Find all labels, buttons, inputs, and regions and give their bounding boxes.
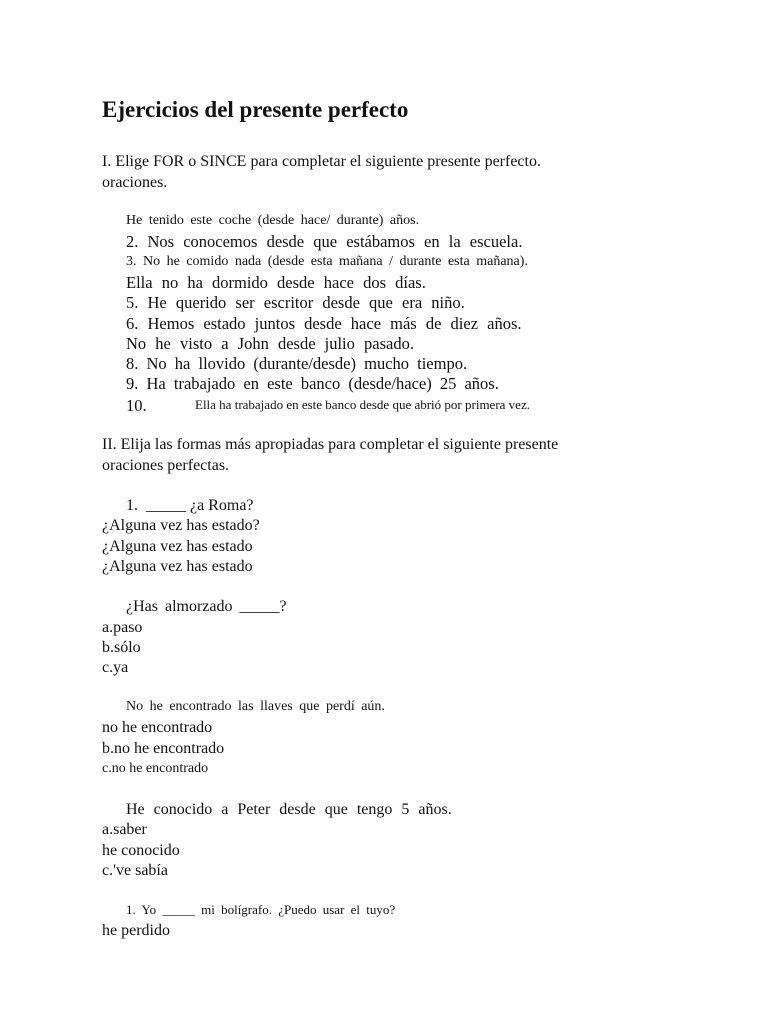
question-5: 1. Yo _____ mi bolígrafo. ¿Puedo usar el tuyo? [126, 902, 396, 917]
question-3-option: b.no he encontrado [102, 740, 225, 757]
section2-instruction-line2: oraciones perfectas. [102, 457, 230, 474]
question-1-option: ¿Alguna vez has estado [102, 558, 253, 575]
section2-instruction-line1: II. Elija las formas más apropiadas para completar el siguiente presente [102, 436, 559, 453]
page-title: Ejercicios del presente perfecto [102, 97, 409, 122]
section1-item-10-text: Ella ha trabajado en este banco desde que abrió por primera vez. [195, 397, 530, 412]
section1-item: 8. No ha llovido (durante/desde) mucho tiempo. [126, 354, 468, 373]
question-2-option: a.paso [102, 619, 143, 636]
question-3: No he encontrado las llaves que perdí aún. [126, 699, 385, 714]
section1-instruction-line1: I. Elige FOR o SINCE para completar el siguiente presente perfecto. [102, 153, 541, 170]
question-1-option: ¿Alguna vez has estado [102, 538, 253, 555]
question-4-option: c.'ve sabía [102, 862, 168, 879]
section1-instruction-line2: oraciones. [102, 174, 168, 191]
section1-item: No he visto a John desde julio pasado. [126, 334, 414, 353]
section1-item-10-number: 10. [126, 396, 147, 415]
question-1: 1. _____ ¿a Roma? [126, 497, 254, 514]
section1-item: Ella no ha dormido desde hace dos días. [126, 273, 426, 292]
question-2-option: c.ya [102, 659, 129, 676]
question-5-option: he perdido [102, 922, 170, 939]
question-4: He conocido a Peter desde que tengo 5 años. [126, 801, 452, 818]
section1-item: 6. Hemos estado juntos desde hace más de diez años. [126, 314, 522, 333]
question-3-option: no he encontrado [102, 719, 213, 736]
section1-item: 3. No he comido nada (desde esta mañana / durante esta mañana). [126, 254, 528, 269]
section1-item: 2. Nos conocemos desde que estábamos en la escuela. [126, 232, 523, 251]
question-1-option: ¿Alguna vez has estado? [102, 517, 260, 534]
question-4-option: he conocido [102, 842, 180, 859]
question-4-option: a.saber [102, 821, 147, 838]
question-3-option: c.no he encontrado [102, 761, 209, 776]
question-2: ¿Has almorzado _____? [126, 598, 287, 615]
section1-item: 9. Ha trabajado en este banco (desde/hace) 25 años. [126, 374, 499, 393]
section1-item: He tenido este coche (desde hace/ durante) años. [126, 213, 420, 228]
section1-item: 5. He querido ser escritor desde que era niño. [126, 293, 465, 312]
question-2-option: b.sólo [102, 639, 141, 656]
